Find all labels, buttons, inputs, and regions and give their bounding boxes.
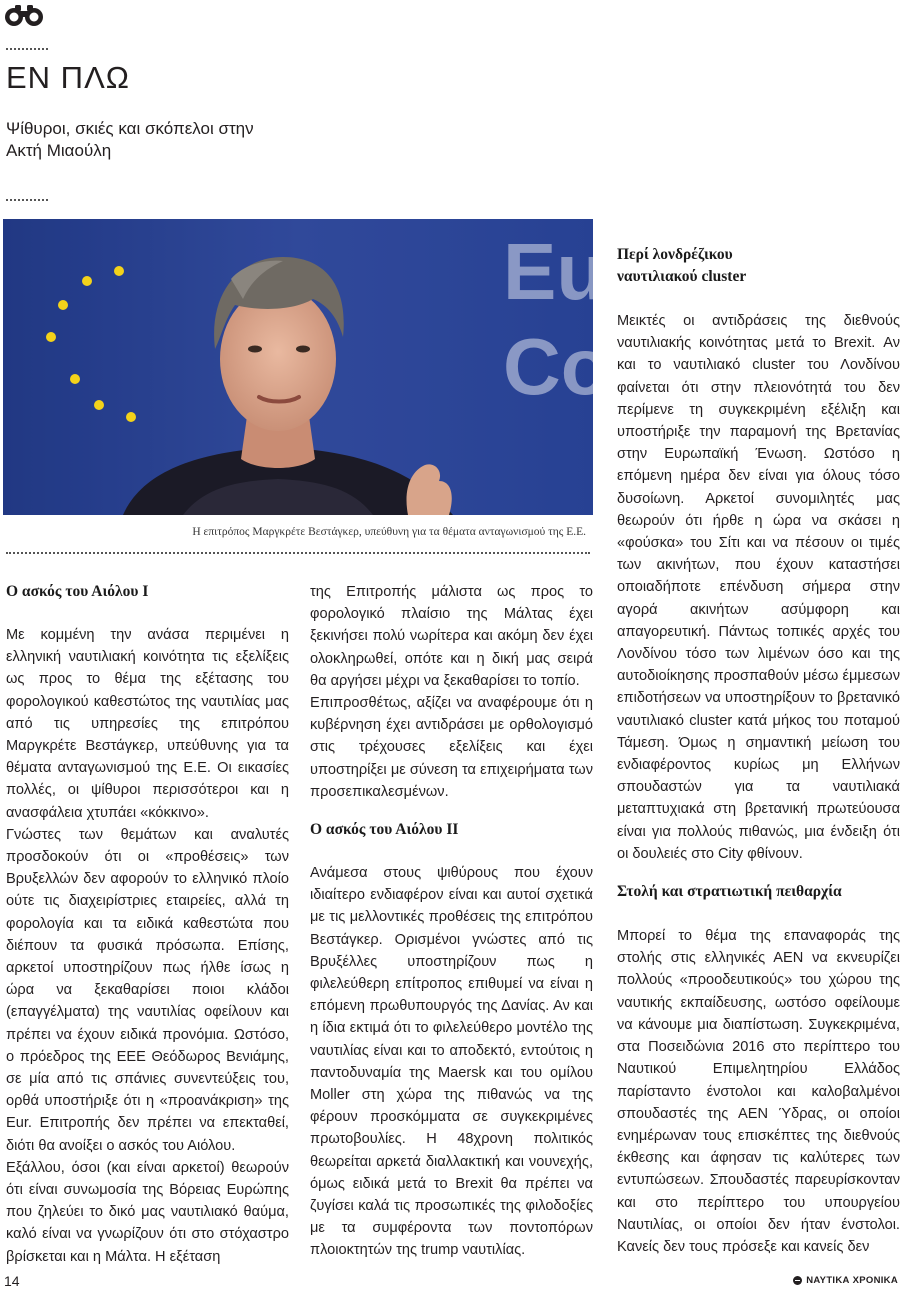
paragraph: Επιπροσθέτως, αξίζει να αναφέρουμε ότι η κυβέρνηση έχει αντιδράσει με ορθολογισμό στις τρέχουσες εξελίξεις και έχει υποστηρίξει με σύνεση τα επιχειρήματα των προσεπικαλεσμένων. bbox=[310, 695, 593, 800]
photo-caption: Η επιτρόπος Μαργκρέτε Βεστάγκερ, υπεύθυνη για τα θέματα ανταγωνισμού της Ε.Ε. bbox=[192, 526, 586, 538]
article-column-left bbox=[6, 581, 289, 1268]
article-photo bbox=[3, 219, 610, 515]
brand-logo-icon bbox=[793, 1276, 802, 1285]
page-number: 14 bbox=[4, 1273, 20, 1289]
heading-aiolos-1: Ο ασκός του Αιόλου Ι bbox=[6, 583, 149, 600]
subtitle: Ψίθυροι, σκιές και σκόπελοι στην Ακτή Μιαούλη bbox=[6, 119, 254, 160]
heading-london-cluster: Περί λονδρέζικου ναυτιλιακού cluster bbox=[617, 246, 747, 285]
backdrop-letters-top: Eu bbox=[503, 227, 606, 316]
paragraph: της Επιτροπής μάλιστα ως προς το φορολογικό πλαίσιο της Μάλτας έχει ξεκινήσει πολύ νωρίτερα και ακόμη δεν έχει ολοκληρωθεί, οπότε και η δική μας σειρά θα αργήσει μέχρι να ξεκαθαρίσει το τοπίο. bbox=[310, 584, 593, 689]
magazine-brand bbox=[793, 1275, 898, 1286]
paragraph: Με κομμένη την ανάσα περιμένει η ελληνική ναυτιλιακή κοινότητα τις εξελίξεις ως προς το θέμα της εξέτασης του φορολογικού καθεστώτος της ναυτιλίας μας από τις υπηρεσίες της επιτρόπου Μαργκρέτε Βεστάγκερ, υπεύθυνης για τα θέματα ανταγωνισμού της Ε.Ε. Οι εικασίες πολλές, οι ψίθυροι περισσότεροι και η ανασφάλεια χτυπάει «κόκκινο». bbox=[6, 627, 289, 821]
paragraph: Εξάλλου, όσοι (και είναι αρκετοί) θεωρούν ότι είναι συνωμοσία της Βόρειας Ευρώπης που ζηλεύει το δικό μας ναυτιλιακό θαύμα, καλό είναι να γνωρίζουν ότι στο στόχαστρο βρίσκεται και η Μάλτα. Η εξέταση bbox=[6, 1159, 289, 1265]
heading-aiolos-2: Ο ασκός του Αιόλου ΙΙ bbox=[310, 821, 459, 839]
paragraph: Ανάμεσα στους ψιθύρους που έχουν ιδιαίτερο ενδιαφέρον είναι και αυτοί σχετικά με τις μελλοντικές προθέσεις της επιτρόπου Βεστάγκερ. Ορισμένοι γνώστες από τις Βρυξέλλες υποστηρίζουν πως η φιλελεύθερη επίτροπος επιθυμεί να είναι η επόμενη πρωθυπουργός της Δανίας. Αν και η ίδια εκτιμά ότι το φιλελεύθερο μοντέλο της ναυτιλίας είναι και το αποδεκτό, εντούτοις η παντοδυναμία της Maersk και του ομίλου Moller στη χώρα της πιθανώς να της φέρουν προσκόμματα σε συγκεκριμένες πρωτοβουλίες. Η 48χρονη πολιτικός θεωρείται αρκετά διαλλακτική και νουνεχής, όμως ειδικά μετά το Brexit θα πρέπει να ζυγίσει καλά τις προσωπικές της φιλοδοξίες με τα συμφέροντα των ποντοπόρων πλοιοκτητών της trump ναυτιλίας. bbox=[310, 865, 593, 1259]
paragraph: Μπορεί το θέμα της επαναφοράς της στολής στις ελληνικές ΑΕΝ να εκνευρίζει πολλούς «προοδευτικούς» του χώρου της ναυτικής εκπαίδευσης, ωστόσο οφείλουμε να κάνουμε μια διαπίστωση. Συγκεκριμένα, στα Ποσειδώνια 2016 στο περίπτερο του Ναυτικού Επιμελητηρίου Ελλάδος παρίσταντο ένστολοι και καλοβαλμένοι σπουδαστές της ΑΕΝ Ύδρας, οι οποίοι ενημέρωναν τους επισκέπτες της διεθνούς έκθεσης και άφησαν τις καλύτερες των εντυπώσεων. Σπουδαστές παρευρίσκονταν και στο περίπτερο του υπουργείου Ναυτιλίας, οι οποίοι δεν ήταν ένστολοι. Κανείς δεν τους πρόσεξε και κανείς δεν bbox=[617, 928, 900, 1255]
section-title: ΕΝ ΠΛΩ bbox=[6, 60, 130, 95]
brand-name: ΝΑΥΤΙΚΑ ΧΡΟΝΙΚΑ bbox=[806, 1275, 898, 1286]
paragraph: Μεικτές οι αντιδράσεις της διεθνούς ναυτιλιακής κοινότητας μετά το Brexit. Αν και το ναυτιλιακό cluster του Λονδίνου φαίνεται ότι στην πλειονότητά του δεν περίμενε τη συγκεκριμένη εξέλιξη και υποστήριξε την παραμονή της Βρετανίας στην Ευρωπαϊκή Ένωση. Ωστόσο η επόμενη ημέρα δεν είναι για όλους τόσο δυσοίωνη. Αρκετοί συνομιλητές μας θεωρούν ότι ήρθε η ώρα να σκάσει η «φούσκα» του Σίτι και να πέσουν οι τιμές των ακινήτων, που έχουν καταστήσει οποιαδήποτε επένδυση σήμερα στην αγορά ακινήτων ασύμφορη και απαγορευτική. Πάντως τοπικές αρχές του Λονδίνου τόσο των λιμένων όσο και της αυτοδιοίκησης προσπαθούν μέσω έμμεσων επιδοτήσεων να υποστηρίξουν το βρετανικό ναυτιλιακό cluster κατά μήκος του ποταμού Τάμεση. Όμως η σημαντική μείωση του ενδιαφέροντος κυρίως μη Ελλήνων σπουδαστών για τα ναυτιλιακά μεταπτυχιακά στη βρετανική πρωτεύουσα είναι για πολλούς πιθανώς, μια ένδειξη ότι οι δουλειές στο City φθίνουν. bbox=[617, 313, 900, 862]
backdrop-letters-bottom: Co bbox=[503, 322, 610, 411]
header-divider bbox=[6, 48, 48, 50]
article-column-right bbox=[617, 244, 900, 1258]
subtitle-divider bbox=[6, 199, 48, 201]
article-column-middle bbox=[310, 581, 593, 1262]
caption-divider bbox=[6, 552, 590, 554]
binoculars-icon bbox=[3, 3, 45, 27]
paragraph: Γνώστες των θεμάτων και αναλυτές προσδοκούν ότι οι «προθέσεις» των Βρυξελλών δεν αφορούν το ελληνικό πλοίο ούτε τις διαχειρίστριες εταιρείες, αλλά τη φορολογία και τα ειδικά καθεστώτα που διέπουν τα φυσικά πρόσωπα. Επίσης, αρκετοί υποστηρίζουν πως ήλθε ίσως η ώρα να ξεκαθαρίσει ποιοι κλάδοι (επαγγέλματα) της ναυτιλίας οφείλουν και πρέπει να έχουν ειδικά προνόμια. Ωστόσο, ο πρόεδρος της ΕΕΕ Θεόδωρος Βενιάμης, σε μία από τις σπάνιες συνεντεύξεις του, ορθά υποστήριξε ότι η «προανάκριση» της Eur. Επιτροπής δεν πρέπει να επεκταθεί, διότι θα ανοίξει ο ασκός του Αιόλου. bbox=[6, 826, 289, 1154]
heading-uniform: Στολή και στρατιωτική πειθαρχία bbox=[617, 883, 842, 901]
